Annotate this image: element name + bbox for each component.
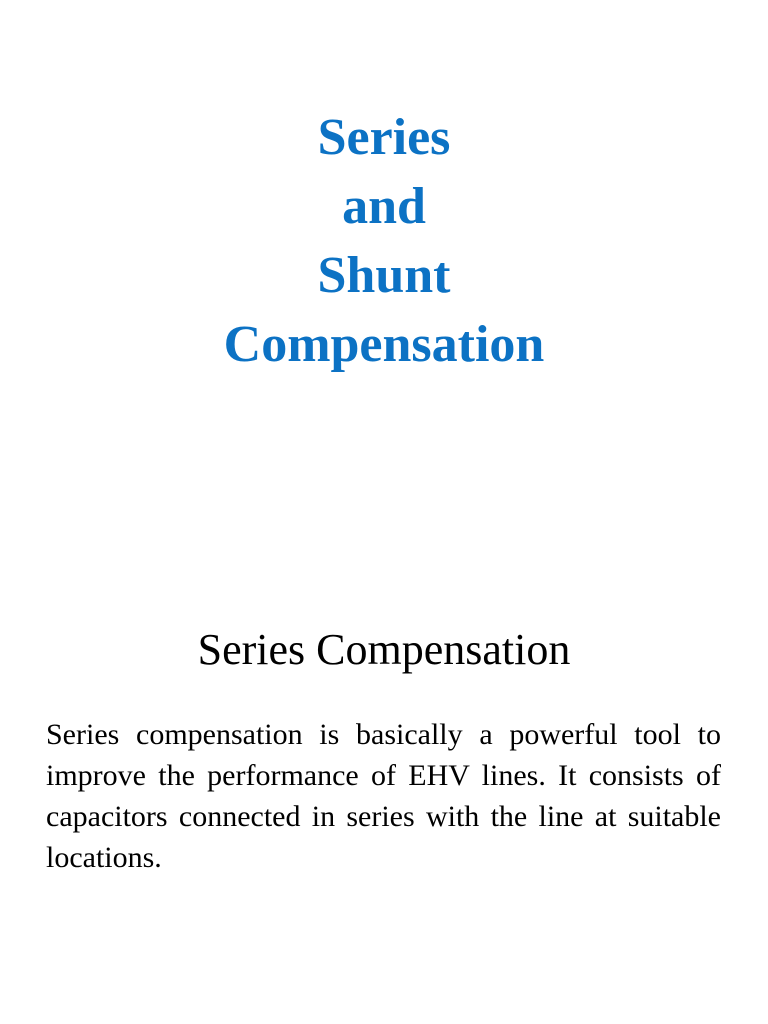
page-title xyxy=(0,103,768,379)
title-line-2: and xyxy=(342,178,426,235)
title-line-3: Shunt xyxy=(317,247,451,304)
title-line-1: Series xyxy=(317,109,451,166)
body-paragraph: Series compensation is basically a powerful tool to improve the performance of EHV lines. It consists of capacitors connected in series with the line at suitable locations. xyxy=(46,718,721,874)
section-heading: Series Compensation xyxy=(197,625,571,674)
title-line-4: Compensation xyxy=(223,316,545,373)
